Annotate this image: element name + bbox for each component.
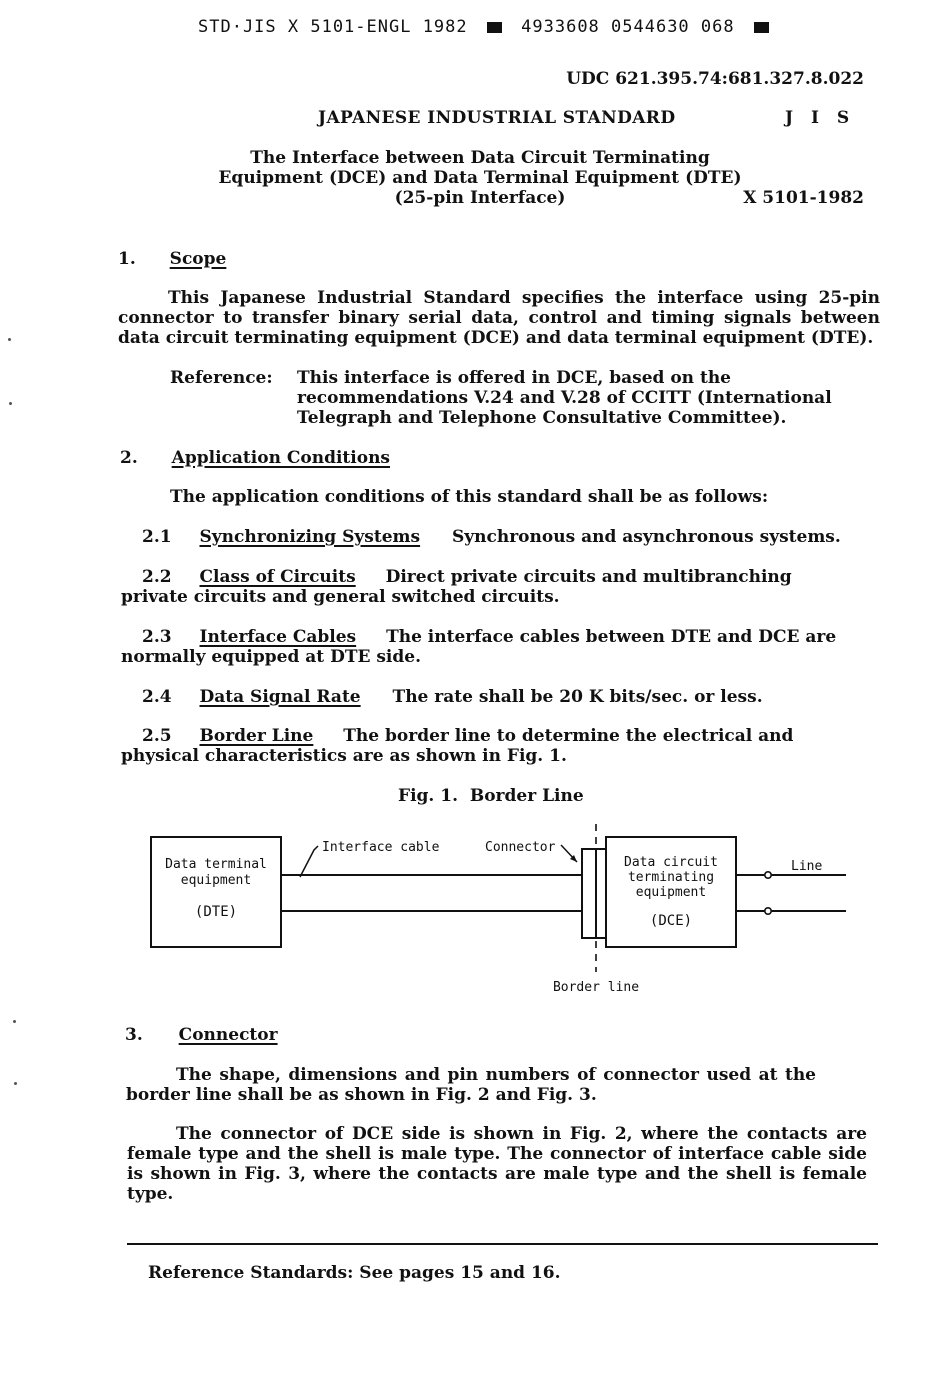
section-3-paragraph-1: The shape, dimensions and pin numbers of connector used at the border line shall be as shown in Fig. 2 and Fig. 3. bbox=[126, 1065, 816, 1105]
section-3-number: 3. bbox=[125, 1025, 143, 1045]
section-3-heading bbox=[125, 1025, 278, 1045]
reference-text: This interface is offered in DCE, based on the recommendations V.24 and V.28 of CCITT (International Telegraph and Telephone Consultative Committee). bbox=[297, 368, 832, 428]
dte-label-line-1: Data terminal bbox=[165, 857, 267, 872]
interface-cable-label: Interface cable bbox=[322, 840, 440, 855]
section-2-title: Application Conditions bbox=[171, 448, 390, 468]
item-2-5-title: Border Line bbox=[199, 726, 314, 746]
item-2-1-text: Synchronous and asynchronous systems. bbox=[452, 527, 841, 547]
section-2-intro: The application conditions of this standard shall be as follows: bbox=[170, 487, 769, 507]
reference-label: Reference: bbox=[170, 368, 273, 388]
item-2-2-title: Class of Circuits bbox=[199, 567, 356, 587]
scan-speck bbox=[13, 1020, 16, 1023]
item-2-5-text: The border line to determine the electrical and physical characteristics are as shown in Fig. 1. bbox=[121, 726, 794, 766]
item-2-1-title: Synchronizing Systems bbox=[199, 527, 421, 547]
dte-abbreviation: (DTE) bbox=[194, 904, 238, 920]
standard-number: X 5101-1982 bbox=[743, 188, 864, 208]
border-line-diagram bbox=[140, 818, 860, 998]
section-1-body: This Japanese Industrial Standard specifies the interface using 25-pin connector to transfer binary serial data, control and timing signals between data circuit terminating equipment (DCE) and data terminal equipment (DTE). bbox=[118, 288, 880, 348]
dte-box bbox=[151, 837, 281, 947]
document-title bbox=[200, 148, 760, 208]
item-2-3-text: The interface cables between DTE and DCE are normally equipped at DTE side. bbox=[121, 627, 837, 667]
item-2-5-number: 2.5 bbox=[142, 726, 172, 746]
item-2-1-number: 2.1 bbox=[142, 527, 172, 547]
section-3-paragraph-2: The connector of DCE side is shown in Fig. 2, where the contacts are female type and the shell is male type. The connector of interface cable side is shown in Fig. 3, where the contacts are male type and the shell is female type. bbox=[127, 1124, 867, 1204]
dce-label-line-3: equipment bbox=[635, 885, 707, 900]
dce-abbreviation: (DCE) bbox=[649, 913, 693, 929]
item-2-3-number: 2.3 bbox=[142, 627, 172, 647]
item-2-4-number: 2.4 bbox=[142, 687, 172, 707]
connector-label: Connector bbox=[485, 840, 556, 855]
document-code-line bbox=[198, 17, 777, 37]
scan-block-mark bbox=[487, 22, 502, 33]
dce-label-line-2: terminating bbox=[627, 870, 715, 885]
section-2-number: 2. bbox=[120, 448, 138, 468]
interface-cable-leader bbox=[300, 846, 318, 877]
item-2-3-title: Interface Cables bbox=[199, 627, 357, 647]
section-3-title: Connector bbox=[178, 1025, 278, 1045]
connector-shape bbox=[582, 849, 596, 938]
section-1-heading bbox=[118, 249, 226, 269]
scan-speck bbox=[14, 1082, 17, 1085]
organization-name: JAPANESE INDUSTRIAL STANDARD bbox=[318, 108, 676, 128]
item-2-1 bbox=[142, 527, 841, 547]
item-2-4-text: The rate shall be 20 K bits/sec. or less. bbox=[392, 687, 763, 707]
jis-mark: J I S bbox=[785, 108, 856, 128]
item-2-5 bbox=[121, 726, 811, 766]
title-line-1: The Interface between Data Circuit Terminating bbox=[250, 148, 710, 168]
title-line-3: (25-pin Interface) bbox=[394, 188, 566, 208]
item-2-3 bbox=[121, 627, 849, 667]
section-1-title: Scope bbox=[169, 249, 227, 269]
reference-standards-note: Reference Standards: See pages 15 and 16. bbox=[148, 1263, 561, 1283]
border-line-label: Border line bbox=[552, 980, 640, 995]
line-label: Line bbox=[791, 859, 823, 874]
scan-speck bbox=[9, 402, 12, 405]
item-2-2 bbox=[121, 567, 801, 607]
item-2-2-number: 2.2 bbox=[142, 567, 172, 587]
scan-speck bbox=[8, 338, 11, 341]
item-2-4 bbox=[142, 687, 763, 707]
scan-block-mark-end bbox=[754, 22, 769, 33]
dte-label-line-2: equipment bbox=[180, 873, 252, 888]
udc-number: UDC 621.395.74:681.327.8.022 bbox=[566, 69, 864, 89]
section-2-heading bbox=[120, 448, 390, 468]
dce-label-line-1: Data circuit bbox=[624, 855, 718, 870]
figure-1-caption: Fig. 1. Border Line bbox=[398, 786, 584, 806]
line-terminal-lower bbox=[765, 908, 771, 914]
document-code-right: 4933608 0544630 068 bbox=[521, 17, 735, 37]
document-code-left: STD·JIS X 5101-ENGL 1982 bbox=[198, 17, 468, 37]
item-2-2-text: Direct private circuits and multibranching private circuits and general switched circuits. bbox=[121, 567, 792, 607]
item-2-4-title: Data Signal Rate bbox=[199, 687, 361, 707]
section-1-number: 1. bbox=[118, 249, 136, 269]
footer-rule bbox=[127, 1243, 878, 1245]
line-terminal-upper bbox=[765, 872, 771, 878]
title-line-2: Equipment (DCE) and Data Terminal Equipment (DTE) bbox=[218, 168, 742, 188]
